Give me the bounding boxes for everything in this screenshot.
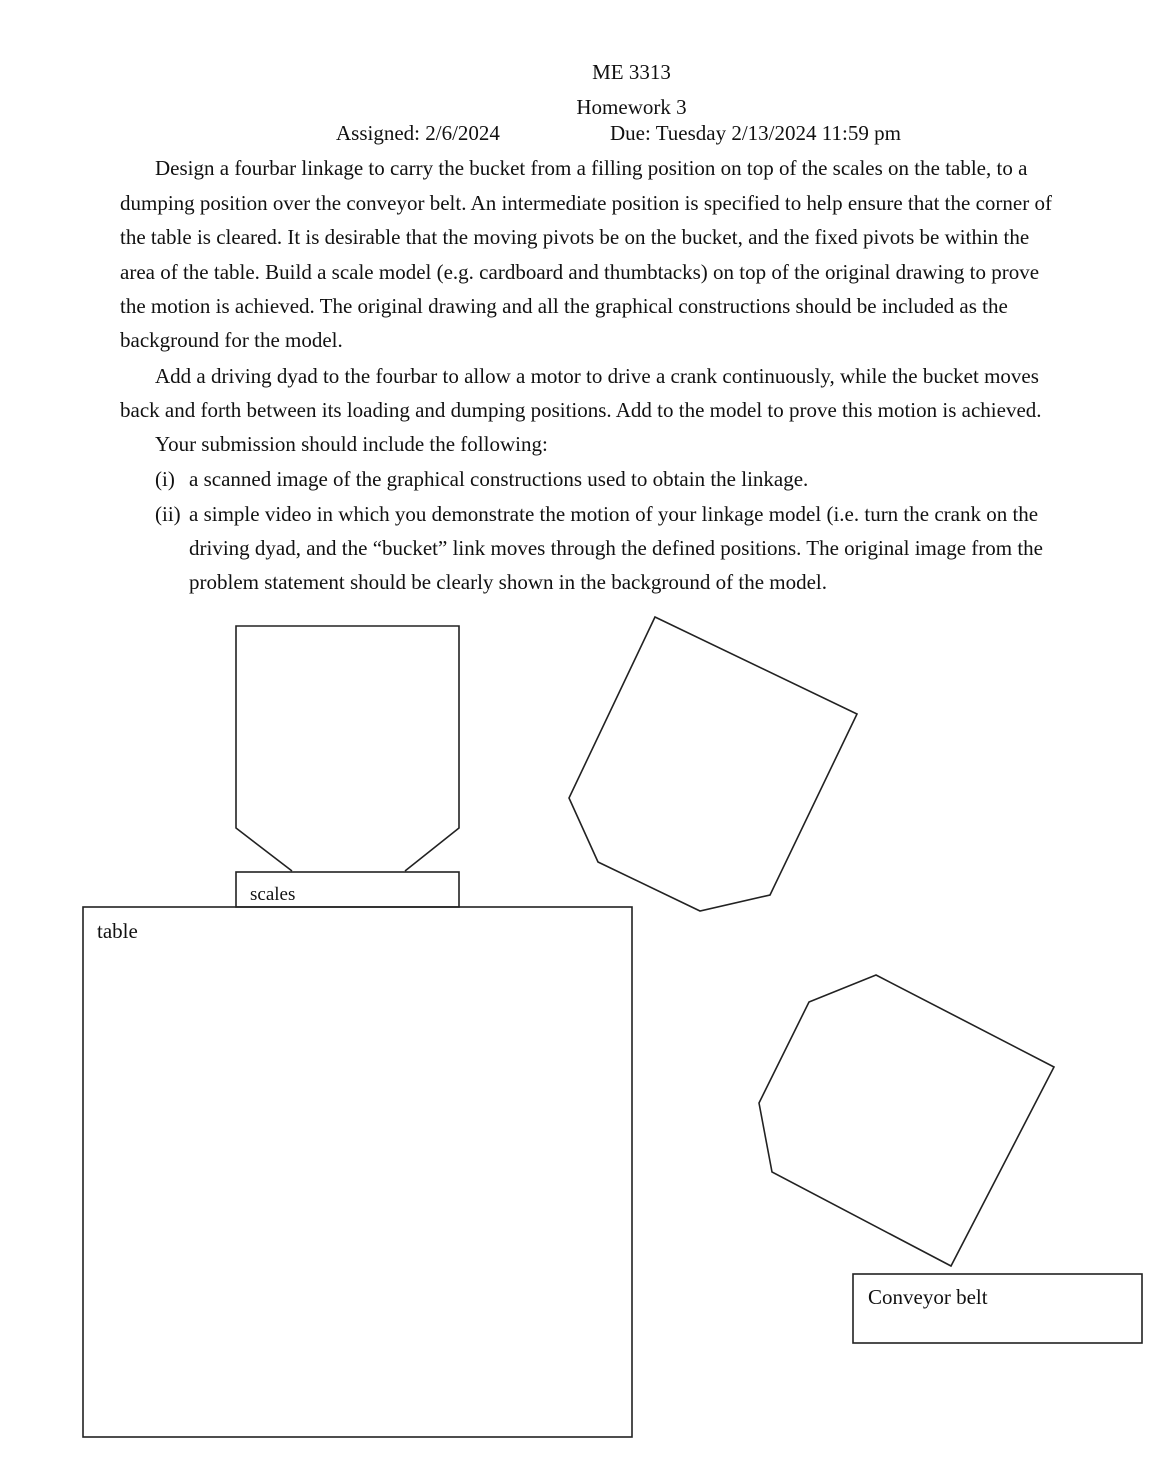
paragraph-1-line-2: dumping position over the conveyor belt. An intermediate position is specified to help ensure that the corner of	[120, 191, 1052, 215]
submission-intro: Your submission should include the following:	[155, 432, 548, 456]
course-number: ME 3313	[592, 60, 671, 84]
paragraph-2-line-1: Add a driving dyad to the fourbar to allow a motor to drive a crank continuously, while the bucket moves	[155, 364, 1039, 388]
scales-label: scales	[250, 884, 296, 905]
conveyor-belt-label: Conveyor belt	[868, 1285, 988, 1309]
paragraph-1-line-6: background for the model.	[120, 328, 343, 352]
paragraph-2-line-2: back and forth between its loading and dumping positions. Add to the model to prove this motion is achieved.	[120, 398, 1042, 422]
list-item-1-marker: (i)	[155, 467, 175, 491]
assigned-date: Assigned: 2/6/2024	[336, 121, 500, 145]
bucket-filling-position	[236, 626, 459, 871]
table-label: table	[97, 919, 138, 943]
list-item-2-line-3: problem statement should be clearly shown in the background of the model.	[189, 570, 828, 594]
list-item-2-line-2: driving dyad, and the “bucket” link moves through the defined positions. The original image from the	[189, 536, 1043, 560]
due-date: Due: Tuesday 2/13/2024 11:59 pm	[610, 121, 901, 145]
paragraph-1-line-4: area of the table. Build a scale model (e.g. cardboard and thumbtacks) on top of the original drawing to prove	[120, 260, 1040, 284]
list-item-2-marker: (ii)	[155, 502, 181, 526]
table-box	[83, 907, 632, 1437]
list-item-1-text: a scanned image of the graphical constructions used to obtain the linkage.	[189, 467, 809, 491]
homework-title: Homework 3	[576, 95, 687, 119]
bucket-intermediate-position	[569, 617, 857, 911]
paragraph-1-line-1: Design a fourbar linkage to carry the bucket from a filling position on top of the scales on the table, to a	[155, 156, 1028, 180]
paragraph-1-line-5: the motion is achieved. The original drawing and all the graphical constructions should be included as the	[120, 294, 1008, 318]
paragraph-1-line-3: the table is cleared. It is desirable that the moving pivots be on the bucket, and the fixed pivots be within the	[120, 225, 1030, 249]
list-item-2-line-1: a simple video in which you demonstrate the motion of your linkage model (i.e. turn the crank on the	[189, 502, 1039, 526]
bucket-dumping-position	[759, 975, 1054, 1266]
